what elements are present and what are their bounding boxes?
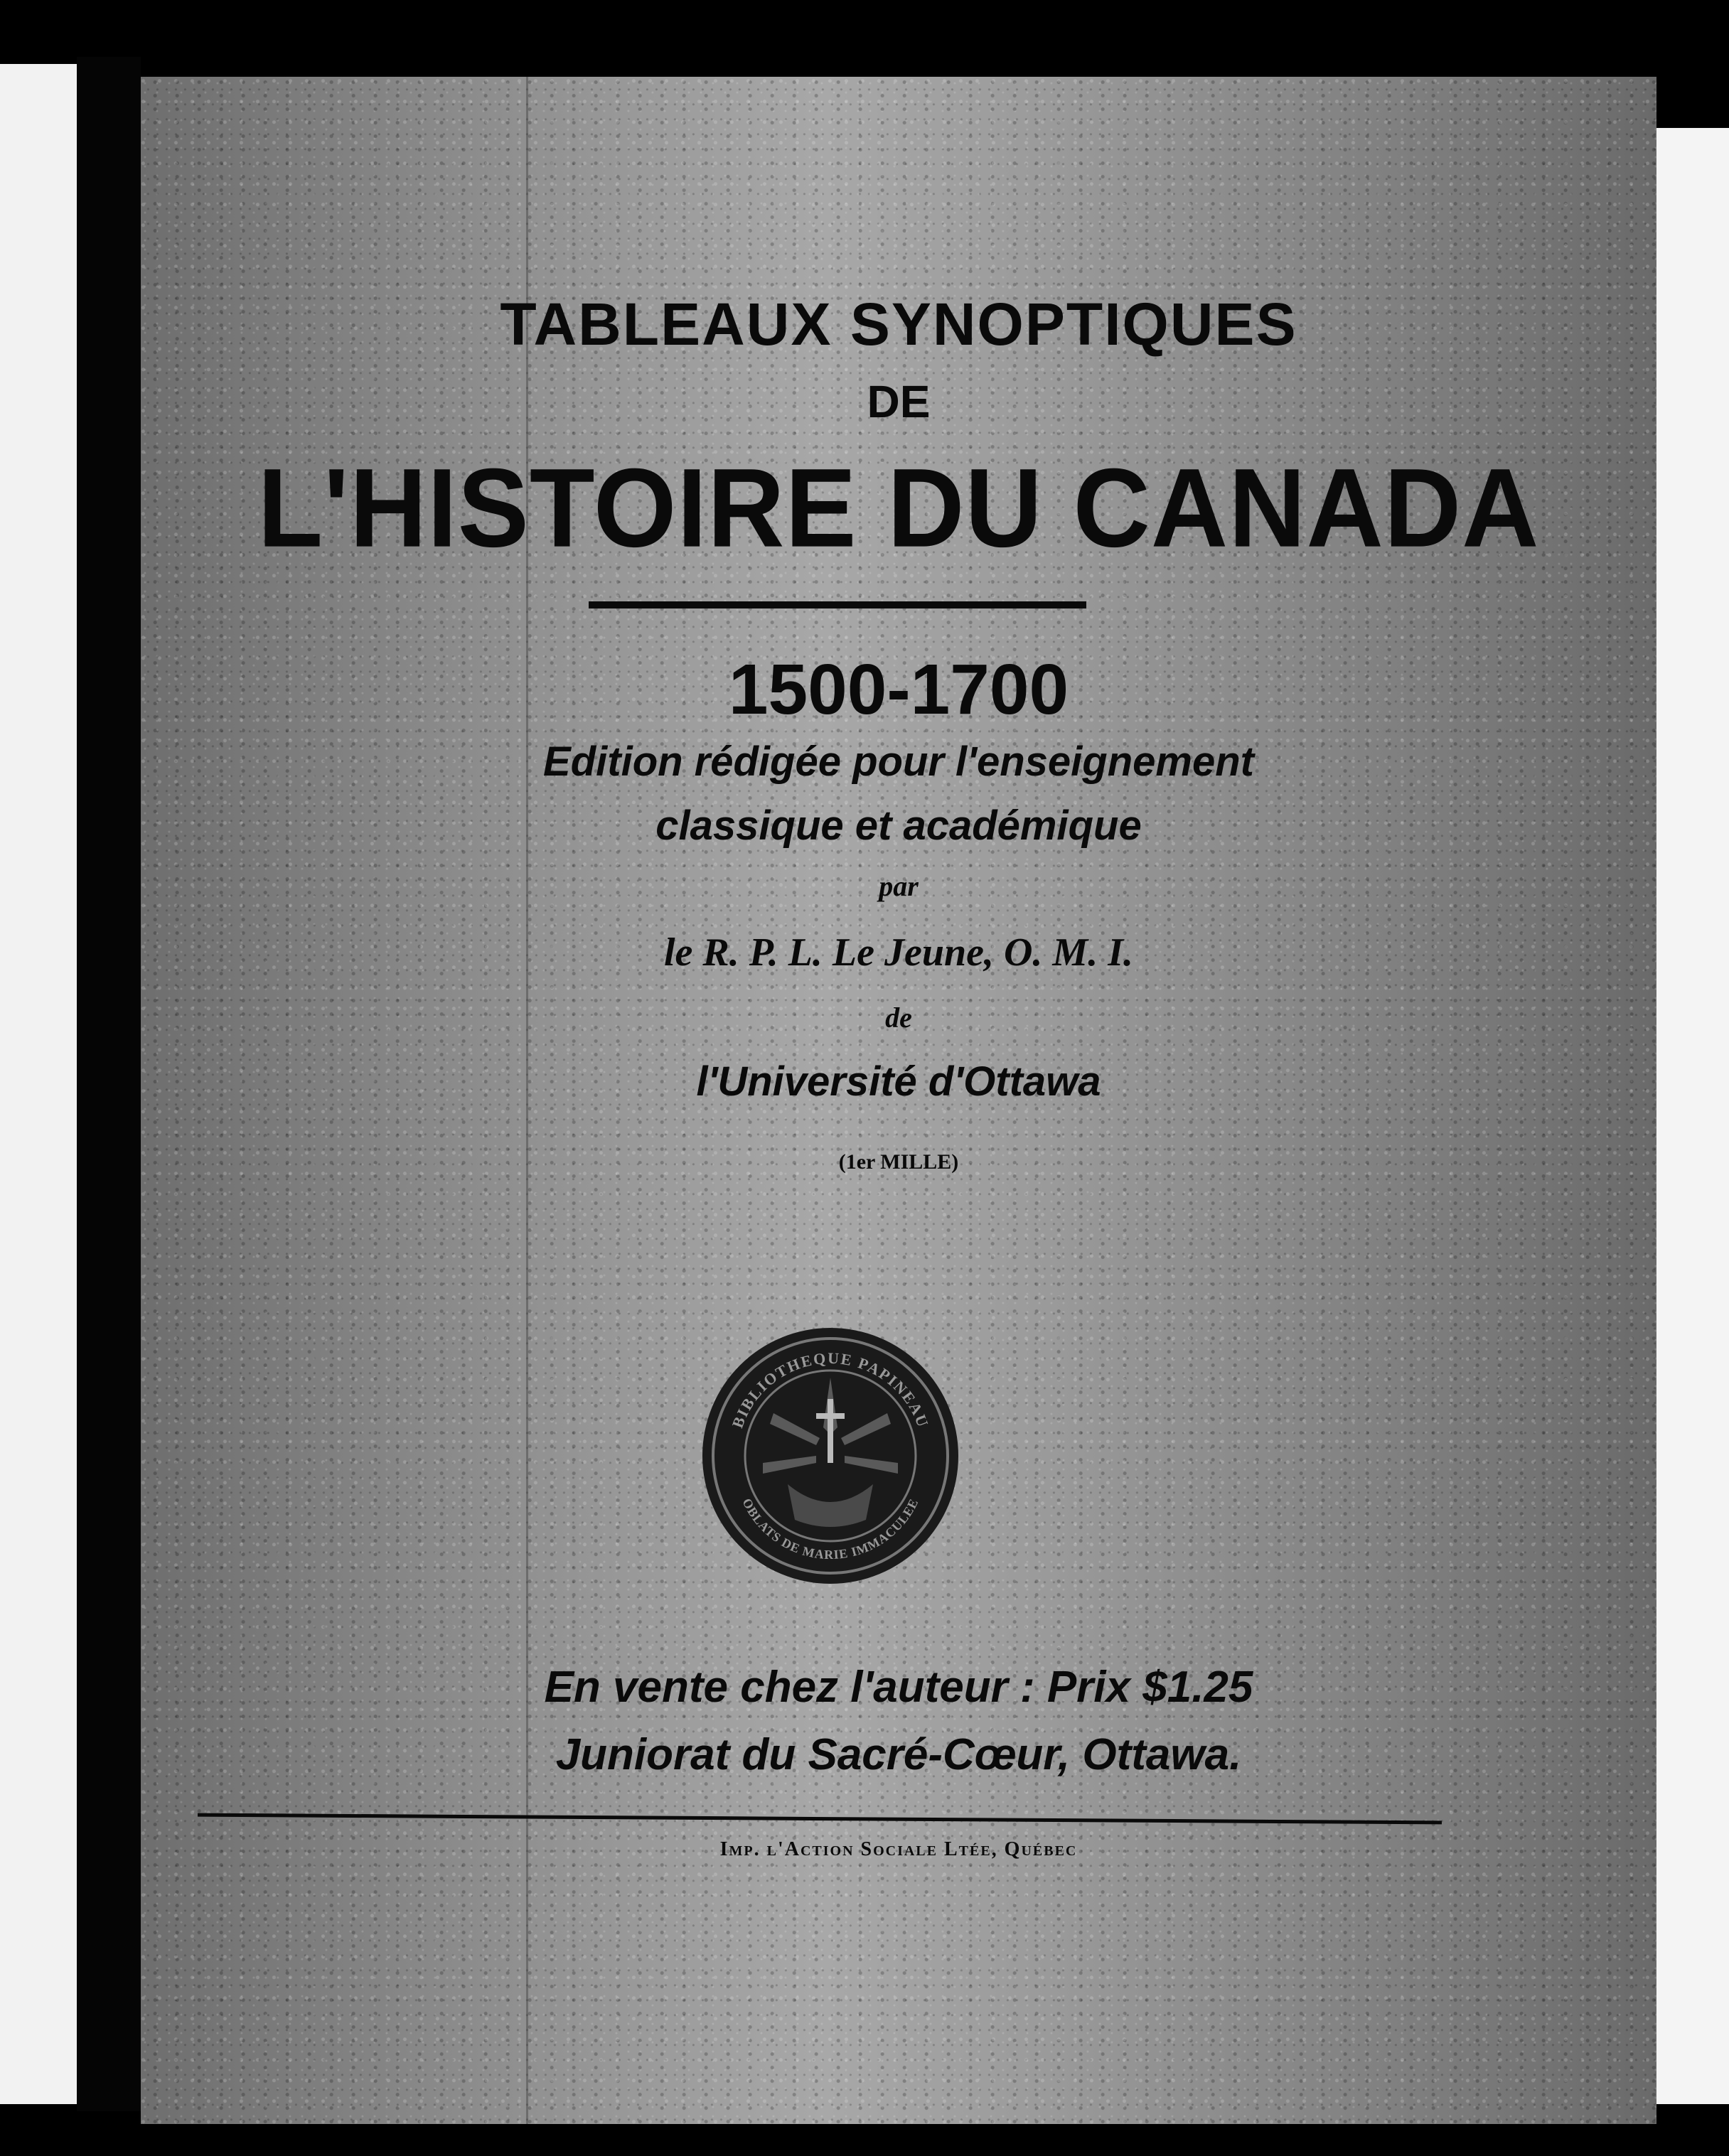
title-page (141, 77, 1656, 2124)
sale-info: En vente chez l'auteur : Prix $1.25 (544, 1663, 1253, 1712)
seal-text-bottom: OBLATS DE MARIE IMMACULEE (739, 1496, 921, 1562)
right-page-margin (1656, 128, 1729, 2104)
edition-line-1: Edition rédigée pour l'enseignement (543, 739, 1254, 785)
title-rule (589, 601, 1086, 608)
left-page-margin (0, 64, 77, 2104)
library-seal-icon (695, 1321, 965, 1591)
printer-imprint: Imp. l'Action Sociale Ltée, Québec (719, 1838, 1078, 1860)
footer-rule (198, 1813, 1442, 1825)
title-line-2: DE (867, 376, 931, 427)
by-word: par (879, 870, 919, 902)
print-run: (1er MILLE) (838, 1150, 959, 1174)
main-title: L'HISTOIRE DU CANADA (257, 444, 1540, 571)
institution-name: l'Université d'Ottawa (696, 1058, 1101, 1105)
author-name: le R. P. L. Le Jeune, O. M. I. (663, 930, 1134, 975)
seal-text-top: BIBLIOTHEQUE PAPINEAU (728, 1348, 933, 1431)
year-range: 1500-1700 (728, 650, 1069, 729)
sale-address: Juniorat du Sacré-Cœur, Ottawa. (555, 1730, 1242, 1779)
title-line-1: TABLEAUX SYNOPTIQUES (500, 291, 1297, 358)
binding-shadow (77, 57, 141, 2111)
edition-line-2: classique et académique (655, 803, 1142, 849)
of-word: de (885, 1002, 912, 1034)
